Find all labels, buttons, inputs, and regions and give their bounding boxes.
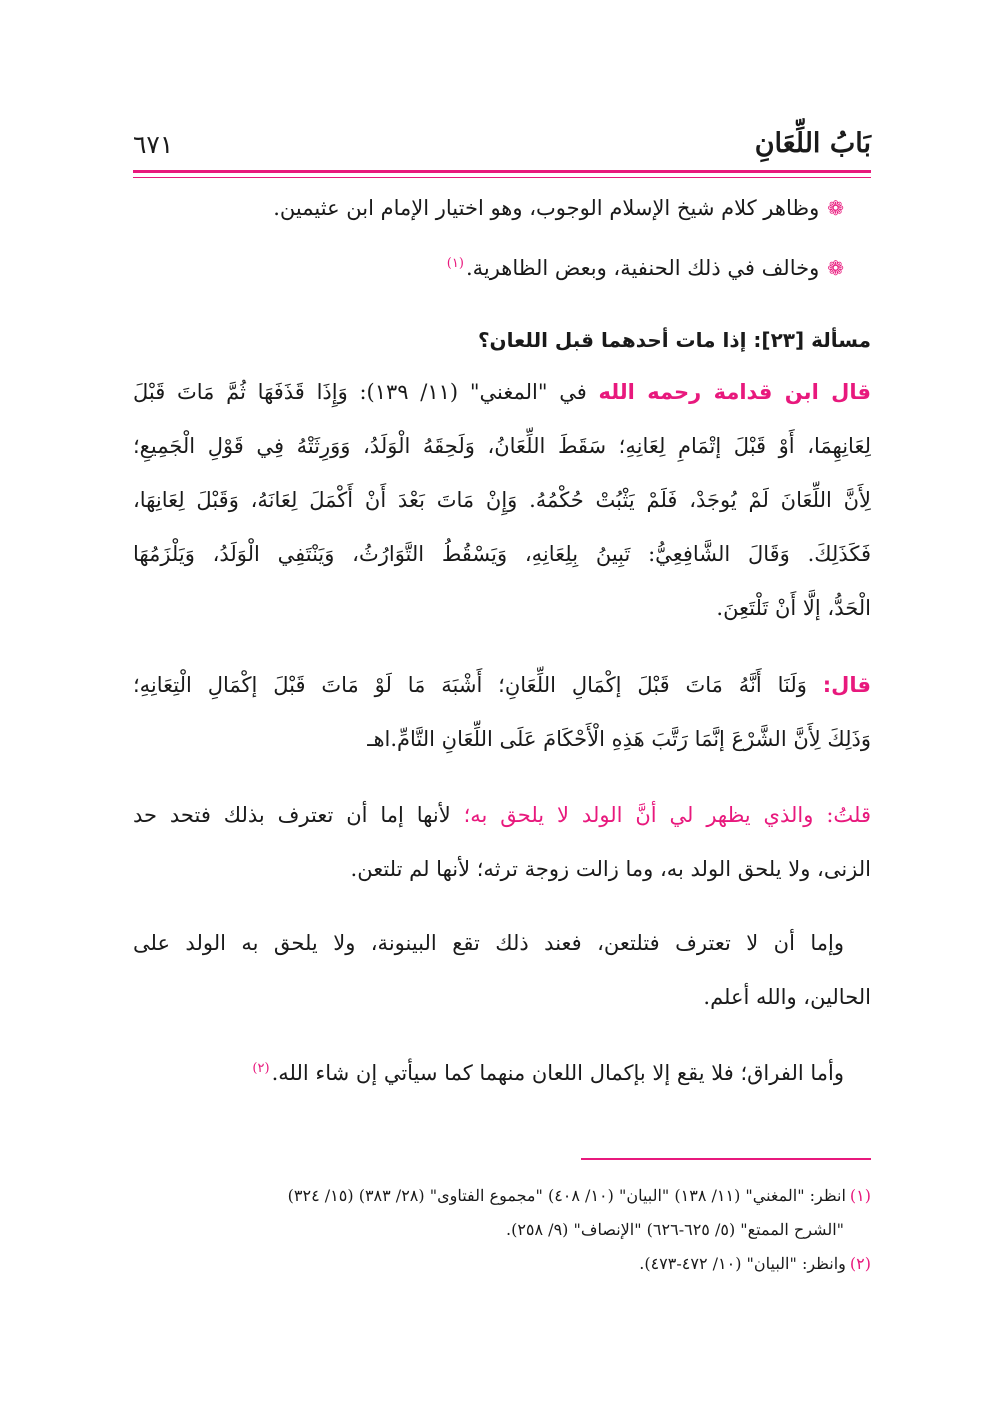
- footnote-ref-1[interactable]: (١): [446, 256, 464, 271]
- page-header: [133, 128, 871, 168]
- qudama-line-5: الْحَدُّ، إلَّا أَنْ تَلْتَعِنَ.: [716, 596, 871, 620]
- imma-line-2: الحالين، والله أعلم.: [703, 985, 871, 1009]
- qudama-line-4: فَكَذَلِكَ. وَقَالَ الشَّافِعِيُّ: تَبِينُ بِلِعَانِهِ، وَيَسْقُطُ التَّوَارُثُ، وَيَنْتَفِي الْوَلَدُ، وَيَلْزَمُهَا: [133, 542, 871, 566]
- qultu-line-2: الزنى، ولا يلحق الولد به، وما زالت زوجة ترثه؛ لأنها لم تلتعن.: [350, 857, 871, 881]
- header-rule-thin: [133, 177, 871, 178]
- bullet-line-2: ❁وخالف في ذلك الحنفية، وبعض الظاهرية.$^{(١)}$: [446, 256, 844, 280]
- qudama-line-1: قال ابن قدامة رحمه الله في "المغني" (١١/ ١٣٩): وَإِذَا قَذَفَهَا ثُمَّ مَاتَ قَبْلَ: [133, 380, 871, 404]
- qala-line-2: وَذَلِكَ لِأَنَّ الشَّرْعَ إنَّمَا رَتَّبَ هَذِهِ الْأَحْكَامَ عَلَى اللِّعَانِ التَّامِّ.اهـ: [367, 727, 871, 751]
- qala-line-1: قال: وَلَنَا أَنَّهُ مَاتَ قَبْلَ إكْمَالِ اللِّعَانِ؛ أَشْبَهَ مَا لَوْ مَاتَ قَبْلَ إكْمَالِ الْتِعَانِهِ؛: [133, 673, 871, 697]
- flower-bullet-icon: ❁: [827, 196, 844, 220]
- qudama-line-2: لِعَانِهِمَا، أَوْ قَبْلَ إتْمَامِ لِعَانِهِ؛ سَقَطَ اللِّعَانُ، وَلَحِقَهُ الْوَلَدُ، وَوَرِثَتْهُ فِي قَوْلِ الْجَمِيعِ؛: [133, 434, 871, 458]
- imma-line-1: وإما أن لا تعترف فتلتعن، فعند ذلك تقع البينونة، ولا يلحق به الولد على: [133, 931, 844, 955]
- footnote-1-number: (١): [849, 1186, 871, 1205]
- qudama-line-3: لِأَنَّ اللِّعَانَ لَمْ يُوجَدْ، فَلَمْ يَثْبُتْ حُكْمُهُ. وَإِنْ مَاتَ بَعْدَ أَنْ أَكْمَلَ لِعَانَهُ، وَقَبْلَ لِعَانِهَا،: [133, 488, 871, 512]
- footnote-1-line-1: (١)انظر: "المغني" (١١/ ١٣٨) "البيان" (١٠/ ٤٠٨) "مجموع الفتاوى" (٢٨/ ٣٨٣) (١٥/ ٣٢٤): [287, 1186, 871, 1205]
- flower-bullet-icon: ❁: [827, 256, 844, 280]
- page-number: ٦٧١: [133, 130, 174, 159]
- footnote-2-line-1: (٢)وانظر: "البيان" (١٠/ ٤٧٢-٤٧٣).: [639, 1254, 871, 1273]
- qultu-line-1: قلتُ: والذي يظهر لي أنَّ الولد لا يلحق به؛ لأنها إما أن تعترف بذلك فتحد حد: [133, 803, 872, 827]
- bullet-line-1: ❁وظاهر كلام شيخ الإسلام الوجوب، وهو اختيار الإمام ابن عثيمين.: [273, 196, 844, 220]
- footnote-ref-2[interactable]: (٢): [252, 1061, 270, 1076]
- header-rule-thick: [133, 170, 871, 173]
- firaq-line: وأما الفراق؛ فلا يقع إلا بإكمال اللعان منهما كما سيأتي إن شاء الله.$^{(٢)}$: [252, 1061, 844, 1085]
- footnote-separator: [581, 1158, 871, 1160]
- qala-label: قال:: [822, 673, 871, 697]
- qultu-label: قلتُ:: [826, 803, 872, 827]
- chapter-title: بَابُ اللِّعَانِ: [754, 128, 871, 159]
- footnote-1-line-2: "الشرح الممتع" (٥/ ٦٢٥-٦٢٦) "الإنصاف" (٩/ ٢٥٨).: [505, 1220, 844, 1239]
- ibn-qudama-label: قال ابن قدامة رحمه الله: [598, 380, 871, 404]
- qultu-highlight: والذي يظهر لي أنَّ الولد لا يلحق به؛: [463, 803, 814, 827]
- footnote-2-number: (٢): [849, 1254, 871, 1273]
- question-heading: مسألة [٢٣]: إذا مات أحدهما قبل اللعان؟: [477, 328, 871, 352]
